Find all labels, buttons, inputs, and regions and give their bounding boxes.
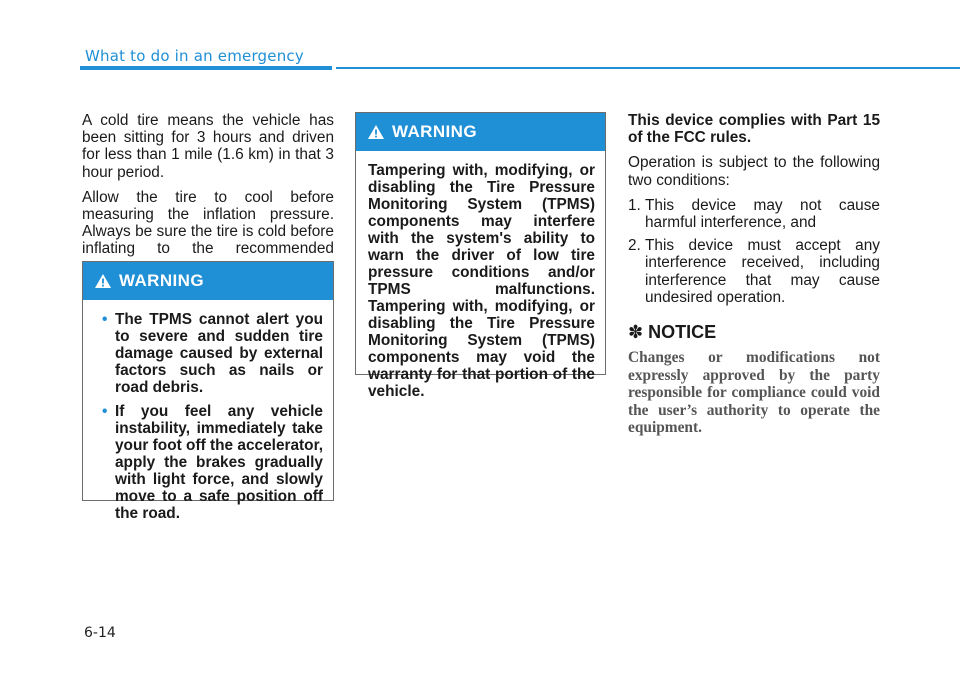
section-title: What to do in an emergency (85, 47, 304, 65)
cold-tire-paragraph: A cold tire means the vehicle has been sitting for 3 hours and driven for less than 1 mile (1.6 km) in that 3 hour period. (82, 112, 334, 181)
conditions-list (628, 197, 880, 306)
warning-body (356, 151, 605, 410)
warning-box-tampering (355, 112, 606, 400)
warning-triangle-icon (95, 274, 111, 288)
condition-item (628, 197, 880, 231)
header-rule-accent (80, 66, 332, 70)
column-right (628, 112, 880, 437)
warning-header (83, 262, 333, 300)
warning-bullet: • If you feel any vehicle instability, immediately take your foot off the accelerator, apply the brakes gradually with light force, and slowly move to a safe position off the road. (103, 403, 323, 522)
warning-text: Tampering with, modifying, or disabling the Tire Pressure Monitoring System (TPMS) components may interfere with the system's ability to warn the driver of low tire pressure conditions and/or TPMS malfunctions. Tampering with, modifying, or disabling the Tire Pressure Monitoring System (TPMS) components may void the warranty for that portion of the vehicle. (368, 162, 595, 400)
column-left (82, 112, 334, 283)
condition-text: This device may not cause harmful interference, and (645, 196, 880, 232)
operation-intro: Operation is subject to the following two conditions: (628, 154, 880, 189)
warning-bullet: • The TPMS cannot alert you to severe and sudden tire damage caused by external factors such as nails or road debris. (103, 311, 323, 396)
condition-number: 1. (628, 196, 641, 214)
page-number: 6-14 (84, 625, 116, 641)
header-rule (336, 67, 960, 69)
warning-heading: WARNING (392, 122, 477, 141)
condition-text: This device must accept any interference received, including interference that may cause undesired operation. (645, 237, 880, 306)
fcc-statement: This device complies with Part 15 of the FCC rules. (628, 112, 880, 147)
warning-box-tpms-limits (82, 261, 334, 522)
notice-heading: ✽ NOTICE (628, 322, 717, 343)
warning-heading: WARNING (119, 271, 204, 290)
warning-body (83, 300, 333, 539)
condition-number: 2. (628, 237, 641, 255)
cool-tire-paragraph: Allow the tire to cool before measuring the inflation pressure. Always be sure the tire is cold before inflating to the recommended (82, 188, 334, 258)
notice-text: Changes or modifications not expressly approved by the party responsible for compliance could void the user’s authority to operate the equipment. (628, 349, 880, 437)
warning-triangle-icon (368, 125, 384, 139)
condition-item (628, 237, 880, 306)
warning-header (356, 113, 605, 151)
